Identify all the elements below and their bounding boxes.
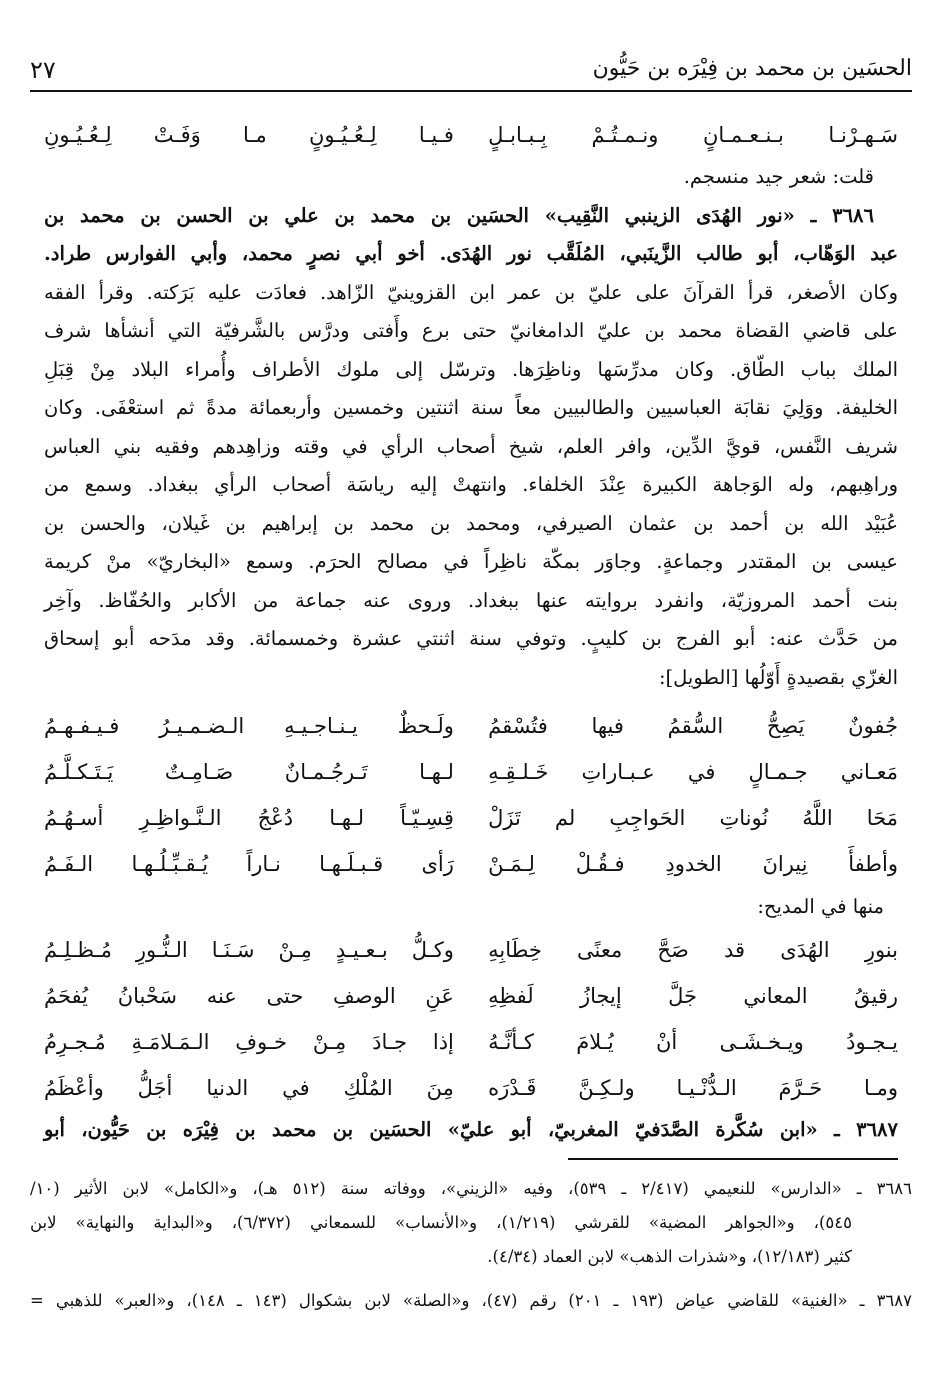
entry-text-line: الملك بباب الطّاق. وكان مدرِّسَها وناظِرَها. وترسّل إلى ملوك الأطراف وأُمراء البلاد مِنْ قِبَلِ	[44, 357, 898, 381]
poem-couplet	[44, 749, 898, 795]
poem-madih	[44, 927, 898, 1111]
footnotes	[30, 1172, 912, 1318]
entry-text-line: عيسى بن المقتدر وجماعةٍ. وجاوَر بمكّة ناظِراً في مصالح الحرَم. وسمع «البخاريّ» منْ كريمة	[44, 550, 898, 573]
verse-first-hemistich: مَعـاني جـمـالٍ في عـبـاراتِ خَـلـقِـهِ	[488, 760, 898, 784]
footnote-line: ٥٤٥)، و«الجواهر المضية» للقرشي (١/٢١٩)، و«الأنساب» للسمعاني (٦/٣٧٢)، و«البداية والنهاية» لابن	[30, 1213, 852, 1232]
entry-text-line: الخليفة. ووَلِيَ نقابَة العباسيين والطالبيين معاً سنة اثنتين وخمسين وأربعمائة مدةً ثم استعْفَى. وكان	[44, 396, 898, 419]
entry-text-line: الغزّي بقصيدةٍ أَوّلُها [الطويل]:	[658, 665, 898, 689]
entry-text-line: وكان الأصغر، قرأ القرآنَ على عليّ بن عمر ابن القزوينيّ الزّاهد. فعادَت عليه بَرَكته. وقرأ الفقه	[44, 280, 898, 304]
verse-second-hemistich: إذا جـادَ مِـنْ خـوفِ الـمَـلامَـةِ مُـجـرِمُ	[44, 1030, 454, 1054]
poem-opening	[44, 703, 898, 887]
poem-couplet	[44, 927, 898, 973]
entry-text-line: على قاضي القضاة محمد بن عليّ الدامغانيّ حتى برع وأَفتى ودرَّس بالشَّرفيّة التي أنشأها شرف	[44, 319, 898, 342]
entry-text-line: وراهِبهم، وله الوَجاهة الكبيرة عِنْدَ الخلفاء. وانتهتْ إليه رياسَة أصحاب الرأي ببغداد. وسمع من	[44, 473, 898, 496]
verse-first-hemistich: ومـا حَـرَّمَ الـدُّنْـيـا ولـكِـنَّ قَـدْرَه	[488, 1076, 898, 1100]
entry-text-line: شريف النَّفس، قويَّ الدِّين، وافر العلم، شيخ أصحاب الرأي في وقته وزاهِدهم وفقيه بني العباس	[44, 434, 898, 458]
verse-second-hemistich: ولَـحظٌ يـنـاجـيـهِ الـضـمـيـرُ فـيـفـهـمُ	[44, 714, 454, 738]
page-number: ٢٧	[30, 56, 56, 84]
entry-heading-line: عبد الوَهّاب، أبو طالب الزَّينَبي، المُلَقَّب نور الهُدَى. أخو أبي نصرٍ محمد، وأبي الفوارس طراد.	[44, 242, 898, 265]
poem-couplet	[44, 1065, 898, 1111]
footnote-line: ٣٦٨٦ ـ «الدارس» للنعيمي (٢/٤١٧ ـ ٥٣٩)، وفيه «الزيني»، ووفاته سنة (٥١٢ هـ)، و«الكامل» لابن الأثير (١٠/	[30, 1179, 913, 1198]
verse-second-hemistich: رَأى قـبـلَـهـا نـاراً يُـقـبِّـلُـهـا الـفَـمُ	[44, 852, 454, 876]
verse-first-hemistich: سَـهـرْنـا بـنـعـمـانٍ ونـمـتُـمْ بِـبـابـلٍ	[488, 123, 898, 147]
entry-text-line: عُبَيْد الله بن أحمد بن عثمان الصيرفي، ومحمد بن محمد بن إبراهيم بن غَيلان، والحسن بن	[44, 511, 898, 535]
verse-second-hemistich: فـيـا لِـعُـيُـونٍ مـا وَفَـتْ لِـعُـيُـونِ	[44, 123, 454, 147]
main-text	[44, 112, 898, 1150]
poem-couplet	[44, 841, 898, 887]
entry-3686	[44, 197, 898, 698]
verse-first-hemistich: مَحَا اللَّهُ نُوناتِ الحَواجِبِ لم تَزَلْ	[488, 806, 898, 830]
madih-heading: منها في المديح:	[757, 895, 884, 918]
poem-couplet	[44, 973, 898, 1019]
page-header	[30, 50, 912, 92]
footnote-separator	[568, 1158, 898, 1160]
poem-couplet	[44, 1019, 898, 1065]
verse-second-hemistich: قِسِـيّـاً لـهـا دُعْجُ الـنَّـواظِـرِ أسـهُـمُ	[44, 806, 454, 830]
poem-couplet	[44, 703, 898, 749]
verse-second-hemistich: لـهـا تَـرجُـمـانٌ صَـامِـتٌ يَـتَـكـلَّـمُ	[44, 760, 454, 784]
verse-second-hemistich: مِنَ المُلْكِ في الدنيا أجَلُّ وأعْظَمُ	[44, 1076, 454, 1100]
entry-3687-heading: ٣٦٨٧ ـ «ابن سُكَّرة الصَّدَفيّ المغربيّ، أبو عليّ» الحسَين بن محمد بن فِيْرَه بن حَيُّون، أبو	[44, 1118, 898, 1141]
entry-text-line: من حَدَّث عنه: أبو الفرج بن كليبٍ. وتوفي سنة اثنتي عشرة وخمسمائة. وقد مدَحه أبو إسحاق	[44, 627, 898, 650]
entry-text-line: بنت أحمد المروزيّة، وانفرد بروايته عنها ببغداد. وروى عنه جماعة من الأكابر والحُفّاظ. وآخِر	[44, 588, 898, 612]
verse-first-hemistich: وأطفأَ نِيرانَ الخدودِ فـقُـلْ لِـمَـنْ	[488, 852, 898, 876]
verse-first-hemistich: يـجـودُ ويـخـشَـى أنْ يُـلامَ كـأنَّـهُ	[488, 1030, 898, 1054]
footnote-line: كثير (١٢/١٨٣)، و«شذرات الذهب» لابن العماد (٤/٣٤).	[487, 1247, 852, 1266]
verse-second-hemistich: وكـلُّ بـعـيـدٍ مِـنْ سَـنَـا الـنُّـورِ مُـظـلِـمُ	[44, 938, 454, 962]
author-comment: قلت: شعر جيد منسجم.	[683, 165, 874, 188]
running-title: الحسَين بن محمد بن فِيْرَه بن حَيُّون	[592, 56, 912, 81]
verse-first-hemistich: بنورِ الهُدَى قد صَحَّ معنًى خِطَابِهِ	[488, 938, 898, 962]
verse-second-hemistich: عَنِ الوصفِ حتى عنه سَحْبانُ يُفحَمُ	[44, 984, 454, 1008]
footnote-line: ٣٦٨٧ ـ «الغنية» للقاضي عياض (١٩٣ ـ ٢٠١) رقم (٤٧)، و«الصلة» لابن بشكوال (١٤٣ ـ ١٤٨)، و«العبر» للذهبي =	[30, 1291, 913, 1310]
entry-heading-line: ٣٦٨٦ ـ «نور الهُدَى الزينبي النَّقِيب» الحسَين بن محمد بن علي بن الحسن بن محمد بن	[44, 203, 874, 227]
verse-first-hemistich: جُفونٌ يَصِحُّ السُّقمُ فيها فتُسْقمُ	[488, 714, 898, 738]
opening-verse	[44, 112, 898, 158]
poem-couplet	[44, 795, 898, 841]
verse-first-hemistich: رقيقُ المعاني جَلَّ إيجازُ لَفظِهِ	[488, 984, 898, 1008]
